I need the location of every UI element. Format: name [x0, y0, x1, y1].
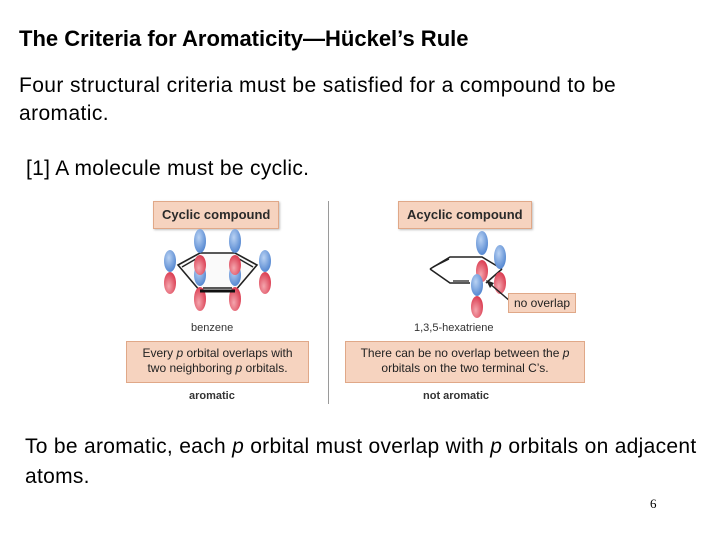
not-aromatic-verdict: not aromatic [423, 390, 490, 402]
slide-title: The Criteria for Aromaticity—Hückel’s Rule [19, 26, 469, 51]
p-italic: p [232, 435, 245, 458]
cyclic-note-text: orbital overlaps with two neighboring [147, 346, 293, 375]
footer-text: orbitals on adjacent atoms. [25, 435, 697, 488]
intro-text: Four structural criteria must be satisfied for a compound to be aromatic. [19, 74, 617, 125]
aromatic-verdict: aromatic [189, 390, 235, 402]
cyclic-vs-acyclic-figure [120, 195, 600, 410]
hexatriene-chain [430, 257, 502, 283]
footer-text: orbital must overlap with [244, 435, 491, 458]
cyclic-note [126, 341, 309, 383]
benzene-label: benzene [191, 322, 234, 334]
acyclic-compound-tag: Acyclic compound [398, 201, 532, 229]
cyclic-note-text: Every [142, 346, 177, 360]
footer-statement [25, 432, 705, 492]
cyclic-compound-tag: Cyclic compound [153, 201, 279, 229]
p-italic: p [490, 435, 503, 458]
criterion-1: [1] A molecule must be cyclic. [26, 157, 310, 180]
acyclic-note-text: orbitals on the two terminal C’s. [381, 361, 549, 375]
acyclic-note [345, 341, 585, 383]
p-italic: p [235, 361, 243, 375]
hexatriene-label: 1,3,5-hexatriene [414, 322, 494, 334]
page-number: 6 [650, 496, 657, 511]
footer-text: To be aromatic, each [25, 435, 233, 458]
no-overlap-callout: no overlap [508, 293, 576, 313]
cyclic-note-text: orbitals. [242, 361, 288, 375]
p-italic: p [176, 346, 184, 360]
hexatriene-terminal-orbitals [471, 231, 506, 318]
acyclic-note-text: There can be no overlap between the [360, 346, 563, 360]
benzene-ring [178, 253, 257, 291]
p-italic: p [562, 346, 570, 360]
